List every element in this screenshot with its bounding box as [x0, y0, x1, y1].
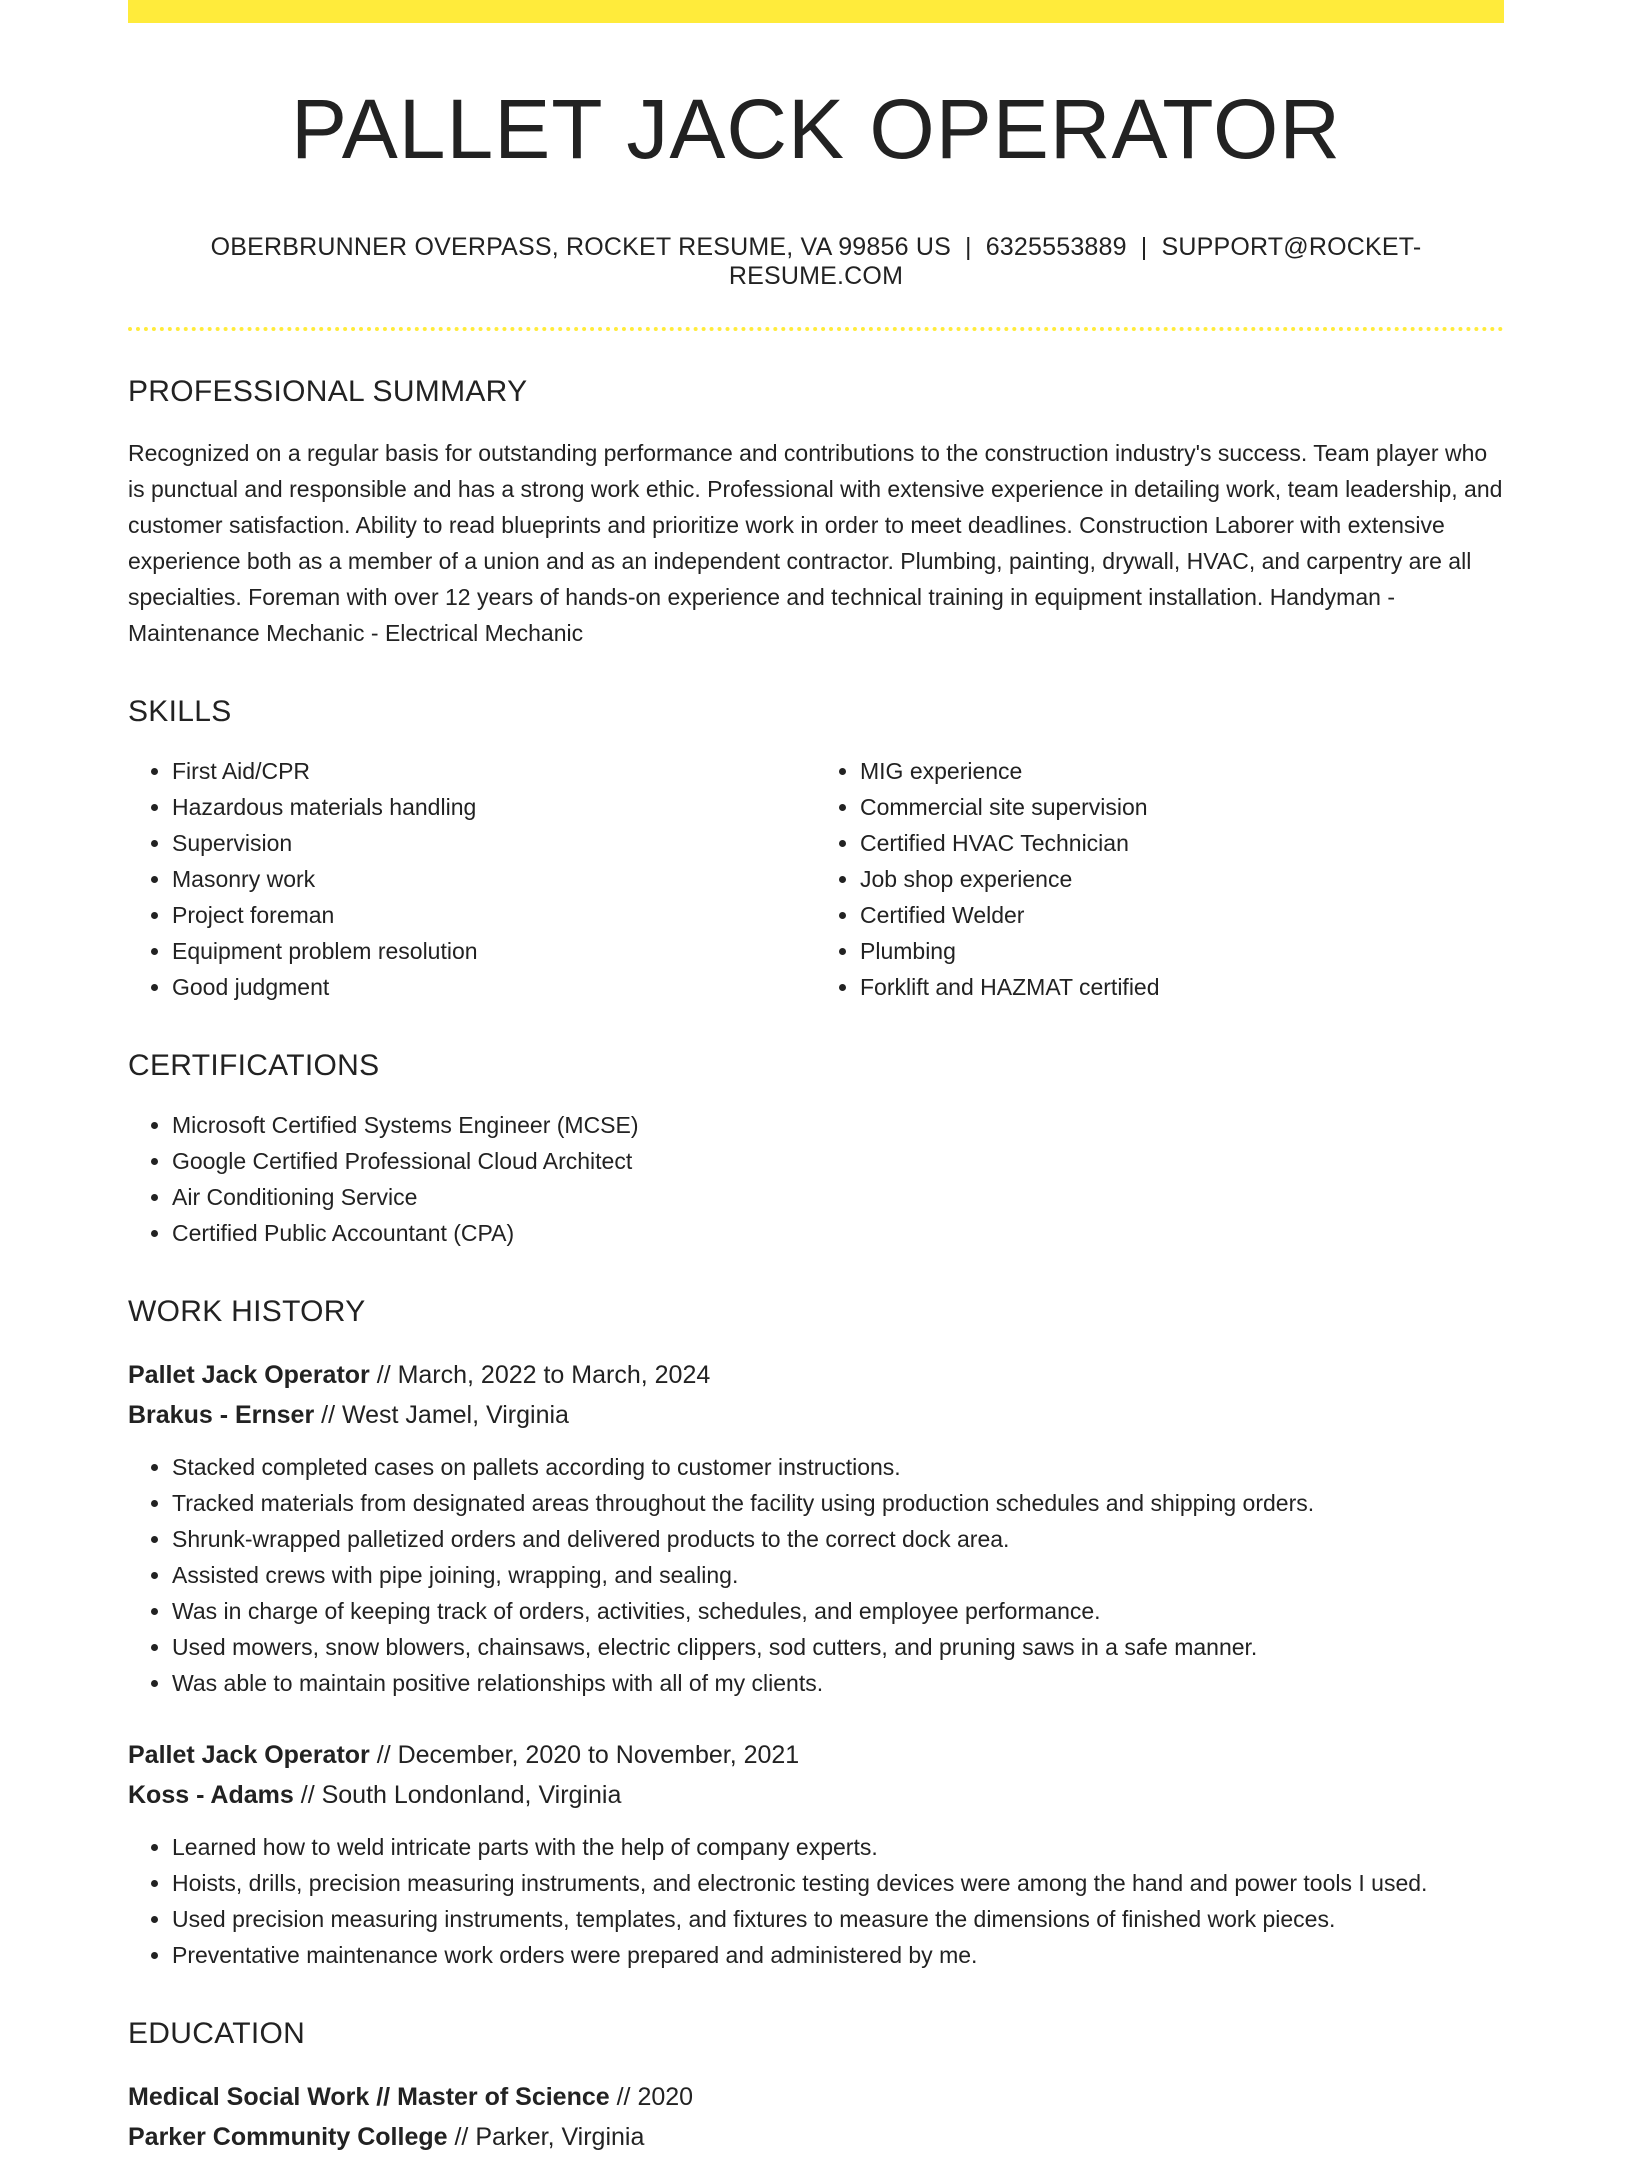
- skills-columns: [128, 729, 1504, 1005]
- skill-item: • Supervision: [172, 825, 816, 861]
- candidate-name: PALLET JACK OPERATOR: [290, 82, 1342, 176]
- skill-item: • Commercial site supervision: [860, 789, 1504, 825]
- education-school: Parker Community College: [128, 2123, 448, 2152]
- skills-list-left: [128, 753, 816, 1005]
- certification-item: • Microsoft Certified Systems Engineer (MCSE): [172, 1107, 1504, 1143]
- job-company: Koss - Adams: [128, 1781, 294, 1810]
- skill-item: • First Aid/CPR: [172, 753, 816, 789]
- job-bullet: • Was able to maintain positive relationships with all of my clients.: [172, 1665, 1504, 1701]
- job-entry: [128, 1355, 1504, 1701]
- contact-separator: |: [965, 233, 972, 262]
- education-degree: Medical Social Work // Master of Science: [128, 2083, 610, 2112]
- skill-item: • Hazardous materials handling: [172, 789, 816, 825]
- job-bullet: • Was in charge of keeping track of orders, activities, schedules, and employee performance.: [172, 1593, 1504, 1629]
- job-bullet: • Learned how to weld intricate parts with the help of company experts.: [172, 1829, 1504, 1865]
- education-location: // Parker, Virginia: [447, 2123, 645, 2152]
- job-company-line: [128, 1395, 1504, 1435]
- skill-item: • Certified Welder: [860, 897, 1504, 933]
- skill-item: • Equipment problem resolution: [172, 933, 816, 969]
- certification-item: • Certified Public Accountant (CPA): [172, 1215, 1504, 1251]
- certification-item: • Air Conditioning Service: [172, 1179, 1504, 1215]
- job-location: // South Londonland, Virginia: [293, 1781, 622, 1810]
- job-bullet: • Hoists, drills, precision measuring instruments, and electronic testing devices were among the hand and power tools I used.: [172, 1865, 1504, 1901]
- skill-item: • Masonry work: [172, 861, 816, 897]
- job-company-line: [128, 1775, 1504, 1815]
- contact-separator: |: [1140, 233, 1148, 262]
- contact-email[interactable]: SUPPORT@ROCKET-RESUME.COM: [728, 233, 1422, 291]
- job-title-line: [128, 1355, 1504, 1395]
- job-entry: [128, 1735, 1504, 1973]
- job-bullets: [128, 1449, 1504, 1701]
- job-bullet: • Used mowers, snow blowers, chainsaws, electric clippers, sod cutters, and pruning saws in a safe manner.: [172, 1629, 1504, 1665]
- job-bullet: • Assisted crews with pipe joining, wrapping, and sealing.: [172, 1557, 1504, 1593]
- summary-text: Recognized on a regular basis for outstanding performance and contributions to the construction industry's success. Team player who is punctual and responsible and has a strong work ethic. Professional with extensive experience in detailing work, team leadership, and customer satisfaction. Ability to read blueprints and prioritize work in order to meet deadlines. Construction Laborer with extensive experience both as a member of a union and as an independent contractor. Plumbing, painting, drywall, HVAC, and carpentry are all specialties. Foreman with over 12 years of hands-on experience and technical training in equipment installation. Handyman - Maintenance Mechanic - Electrical Mechanic: [128, 440, 1503, 647]
- job-role: Pallet Jack Operator: [128, 1361, 370, 1390]
- skill-item: • Forklift and HAZMAT certified: [860, 969, 1504, 1005]
- skill-item: • MIG experience: [860, 753, 1504, 789]
- dotted-divider: [128, 327, 1504, 331]
- skill-item: • Good judgment: [172, 969, 816, 1005]
- skill-item: • Certified HVAC Technician: [860, 825, 1504, 861]
- skill-item: • Project foreman: [172, 897, 816, 933]
- job-dates: // March, 2022 to March, 2024: [369, 1361, 711, 1390]
- education-degree-line: [128, 2077, 1504, 2117]
- job-bullet: • Preventative maintenance work orders were prepared and administered by me.: [172, 1937, 1504, 1973]
- education-school-line: [128, 2117, 1504, 2157]
- job-bullet: • Stacked completed cases on pallets according to customer instructions.: [172, 1449, 1504, 1485]
- skills-list-right: [816, 753, 1504, 1005]
- skill-item: • Job shop experience: [860, 861, 1504, 897]
- education-heading: EDUCATION: [128, 2017, 306, 2051]
- contact-address: OBERBRUNNER OVERPASS, ROCKET RESUME, VA 99856 US: [210, 233, 951, 262]
- job-location: // West Jamel, Virginia: [314, 1401, 569, 1430]
- job-bullets: [128, 1829, 1504, 1973]
- education-year: // 2020: [609, 2083, 694, 2112]
- certifications-heading: CERTIFICATIONS: [128, 1049, 380, 1083]
- contact-phone: 6325553889: [985, 233, 1127, 262]
- job-bullet: • Tracked materials from designated areas throughout the facility using production schedules and shipping orders.: [172, 1485, 1504, 1521]
- job-dates: // December, 2020 to November, 2021: [369, 1741, 800, 1770]
- resume-page: [128, 0, 1504, 2157]
- certifications-list: [128, 1107, 1504, 1251]
- skill-item: • Plumbing: [860, 933, 1504, 969]
- education-entry: [128, 2077, 1504, 2157]
- work-history-heading: WORK HISTORY: [128, 1295, 366, 1329]
- certification-item: • Google Certified Professional Cloud Architect: [172, 1143, 1504, 1179]
- job-role: Pallet Jack Operator: [128, 1741, 370, 1770]
- skills-heading: SKILLS: [128, 695, 232, 729]
- job-company: Brakus - Ernser: [128, 1401, 315, 1430]
- job-bullet: • Shrunk-wrapped palletized orders and delivered products to the correct dock area.: [172, 1521, 1504, 1557]
- summary-heading: PROFESSIONAL SUMMARY: [128, 375, 528, 409]
- job-bullet: • Used precision measuring instruments, templates, and fixtures to measure the dimensions of finished work pieces.: [172, 1901, 1504, 1937]
- job-title-line: [128, 1735, 1504, 1775]
- accent-top-bar: [128, 0, 1504, 23]
- contact-line: [128, 233, 1504, 291]
